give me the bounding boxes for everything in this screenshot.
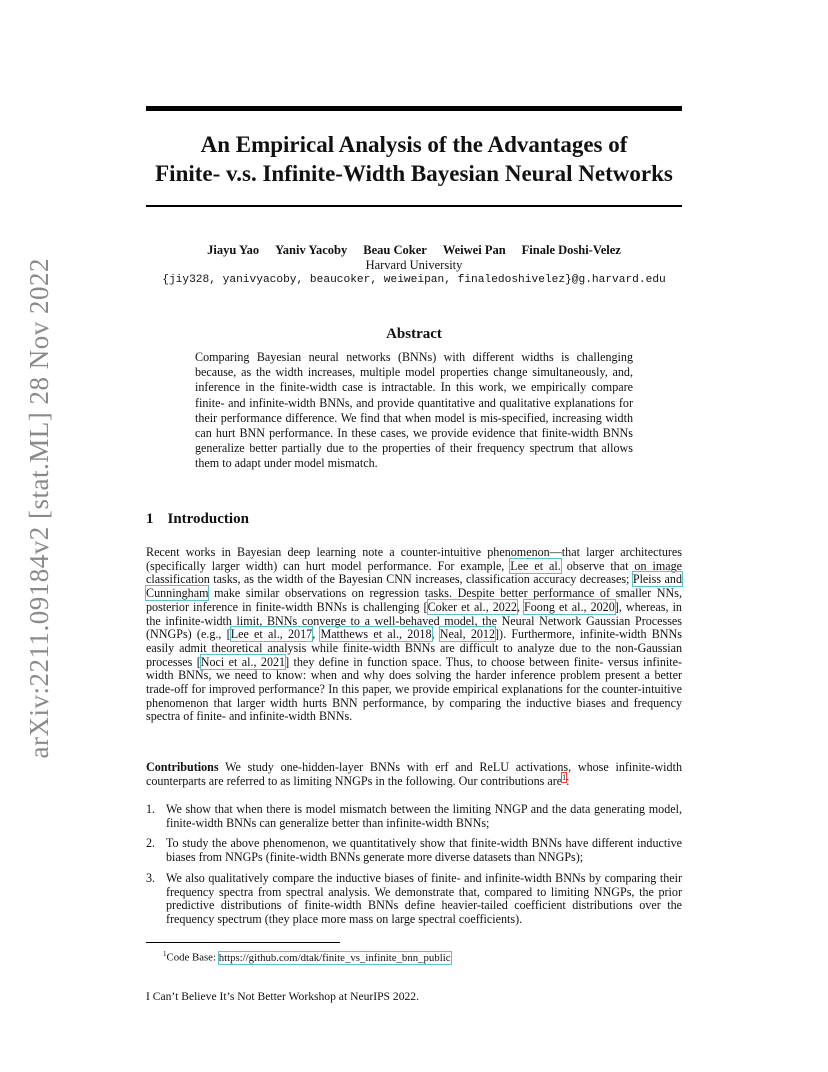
citation-link[interactable]: Matthews et al., 2018	[320, 627, 432, 642]
text-run: make similar observations on regression tasks. Despite better performance of smaller NNs, posterior inference in finite-width BNNs is challenging [	[146, 586, 682, 614]
text-run: ,	[516, 599, 525, 614]
author-name: Jiayu Yao	[207, 243, 260, 257]
list-item-text: We show that when there is model mismatch between the limiting NNGP and the data generating model, finite-width BNNs can generalize better than infinite-width BNNs;	[166, 802, 682, 830]
list-item-text: To study the above phenomenon, we quantitatively show that finite-width BNNs have different inductive biases from NNGPs (finite-width BNNs generate more diverse datasets than NNGPs);	[166, 836, 682, 865]
title-top-rule	[146, 106, 682, 111]
text-run: :	[566, 773, 570, 788]
affiliation: Harvard University	[365, 258, 463, 272]
footnote-rule	[146, 942, 340, 943]
section-title: Introduction	[167, 511, 249, 527]
author-name: Beau Coker	[363, 243, 427, 257]
footnote-reference[interactable]: 1	[562, 772, 567, 782]
author-names	[146, 243, 682, 258]
list-item-number: 2.	[146, 836, 156, 851]
list-item	[146, 803, 682, 830]
text-run: ] they define in function space. Thus, to choose between finite- versus infinite-width BNNs, we need to know: when and why does solving the harder inference problem present a better trade-off for improved performance? In this paper, we provide empirical explanations for the counter-intuitive phenomenon that larger width hurts BNN performance, by comparing the inductive biases and frequency spectra of finite- and infinite-width BNNs.	[146, 654, 682, 724]
author-name: Yaniv Yacoby	[275, 243, 348, 257]
arxiv-id-text: arXiv:2211.09184v2 [stat.ML] 28 Nov 2022	[23, 257, 54, 759]
section-number: 1	[146, 511, 154, 527]
citation-link[interactable]: Lee et al., 2017	[230, 627, 313, 642]
code-base-link[interactable]: https://github.com/dtak/finite_vs_infinite_bnn_public	[218, 951, 451, 964]
citation-link[interactable]: Foong et al., 2020	[524, 599, 615, 614]
list-item-number: 1.	[146, 802, 156, 816]
title-line-1: An Empirical Analysis of the Advantages of	[200, 132, 628, 157]
title-line-2: Finite- v.s. Infinite-Width Bayesian Neural Networks	[155, 161, 673, 186]
citation-link[interactable]: Noci et al., 2021	[200, 654, 286, 669]
author-name: Weiwei Pan	[442, 243, 506, 257]
citation-link[interactable]: Lee et al.	[510, 558, 561, 573]
text-run: ]). Furthermore, infinite-width BNNs easily admit theoretical analysis while finite-width BNNs are difficult to analyze due to the non-Gaussian processes [	[146, 627, 682, 669]
citation-link[interactable]: Pleiss and Cunningham	[146, 572, 682, 601]
list-item-text: We also qualitatively compare the inductive biases of finite- and infinite-width BNNs by comparing their frequency spectra from spectral analysis. We demonstrate that, compared to limiting NNGPs, the prior predictive distributions of finite-width BNNs define heavier-tailed coefficient distributions over the frequency spectrum (they place more mass on large spectral coefficients).	[166, 870, 682, 926]
list-item	[146, 837, 682, 864]
contributions-lead: Contributions	[146, 760, 219, 774]
list-item	[146, 872, 682, 927]
text-run: We study one-hidden-layer BNNs with erf and ReLU activations, whose infinite-width counterparts are referred to as limiting NNGPs in the following. Our contributions are	[146, 760, 682, 788]
contributions-list	[146, 803, 682, 934]
author-name: Finale Doshi-Velez	[521, 243, 621, 257]
list-item-number: 3.	[146, 870, 156, 885]
citation-link[interactable]: Neal, 2012	[439, 627, 496, 642]
text-run: ], whereas, in the infinite-width limit, BNNs converge to a well-behaved model, the Neural Network Gaussian Processes (NNGPs) (e.g., [	[146, 599, 682, 642]
title-bottom-rule	[146, 205, 682, 207]
paper-title	[146, 130, 682, 188]
contributions-paragraph	[146, 761, 682, 788]
text-run: observe that on image classification tasks, as the width of the Bayesian CNN increases, classification accuracy decreases;	[146, 558, 683, 587]
arxiv-side-identifier	[18, 257, 60, 759]
text-run: ,	[312, 627, 321, 642]
section-heading-introduction	[146, 511, 249, 528]
footnote-mark: 1	[163, 950, 167, 958]
footnote-label: Code Base:	[166, 951, 219, 964]
author-emails: {jiy328, yanivyacoby, beaucoker, weiweipan, finaledoshivelez}@g.harvard.edu	[162, 274, 666, 286]
intro-paragraph-1	[146, 546, 682, 724]
citation-link[interactable]: Coker et al., 2022	[427, 599, 517, 614]
abstract-text: Comparing Bayesian neural networks (BNNs) with different widths is challenging because, as the width increases, multiple model properties change simultaneously, and, inference in the finite-width case is intractable. In this work, we empirically compare finite- and infinite-width BNNs, and provide quantitative and qualitative explanations for their performance difference. We find that when model is mis-specified, increasing width can hurt BNN performance. In these cases, we provide evidence that finite-width BNNs generalize better partially due to the properties of their frequency spectrum that allows them to adapt under model mismatch.	[195, 350, 633, 471]
abstract-heading: Abstract	[386, 326, 442, 342]
text-run: Recent works in Bayesian deep learning note a counter-intuitive phenomenon—that larger architectures (specifically larger width) can hurt model performance. For example,	[146, 545, 682, 573]
venue-footer: I Can’t Believe It’s Not Better Workshop at NeurIPS 2022.	[146, 990, 419, 1003]
footnote	[163, 948, 451, 965]
author-block	[146, 243, 682, 288]
text-run: ,	[431, 627, 440, 642]
